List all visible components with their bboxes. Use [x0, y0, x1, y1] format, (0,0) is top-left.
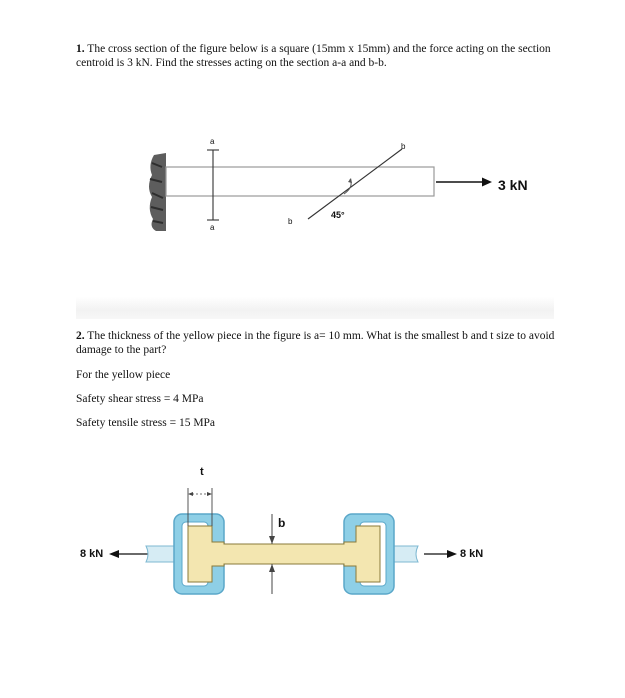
- angle-label: 45°: [331, 210, 345, 220]
- bar-body: [166, 167, 434, 196]
- label-b-bottom: b: [288, 217, 293, 226]
- force-label-left: 8 kN: [80, 548, 104, 560]
- left-shaft: [146, 546, 176, 562]
- label-t: t: [200, 466, 204, 478]
- shear-stress-line: Safety shear stress = 4 MPa: [76, 393, 204, 405]
- for-piece-line: For the yellow piece: [76, 369, 171, 381]
- left-force-arrow: [109, 550, 148, 558]
- force-label-3kn: 3 kN: [498, 177, 528, 193]
- problem-2-statement: The thickness of the yellow piece in the figure is a= 10 mm. What is the smallest b and t size to avoid damage to the part?: [76, 330, 555, 356]
- wall-support: [149, 153, 166, 231]
- problem-1-text: [76, 42, 556, 70]
- label-a-top: a: [210, 137, 215, 146]
- figure-2-assembly: [76, 470, 516, 620]
- label-b-top: b: [401, 142, 406, 151]
- problem-1-number: 1.: [76, 43, 85, 55]
- force-arrowhead: [482, 178, 492, 187]
- label-a-bottom: a: [210, 223, 215, 232]
- label-b-dimension: b: [278, 516, 286, 530]
- right-force-arrow: [424, 550, 457, 558]
- force-label-right: 8 kN: [460, 548, 484, 560]
- figure-1-bar: [140, 135, 560, 245]
- tensile-stress-line: Safety tensile stress = 15 MPa: [76, 417, 216, 429]
- problem-2-text: [76, 329, 556, 357]
- divider-band: [76, 297, 554, 319]
- problem-2-number: 2.: [76, 330, 85, 342]
- problem-1-statement: The cross section of the figure below is a square (15mm x 15mm) and the force acting on the section centroid is 3 kN. Find the stresses acting on the section a-a and b-b.: [76, 43, 551, 69]
